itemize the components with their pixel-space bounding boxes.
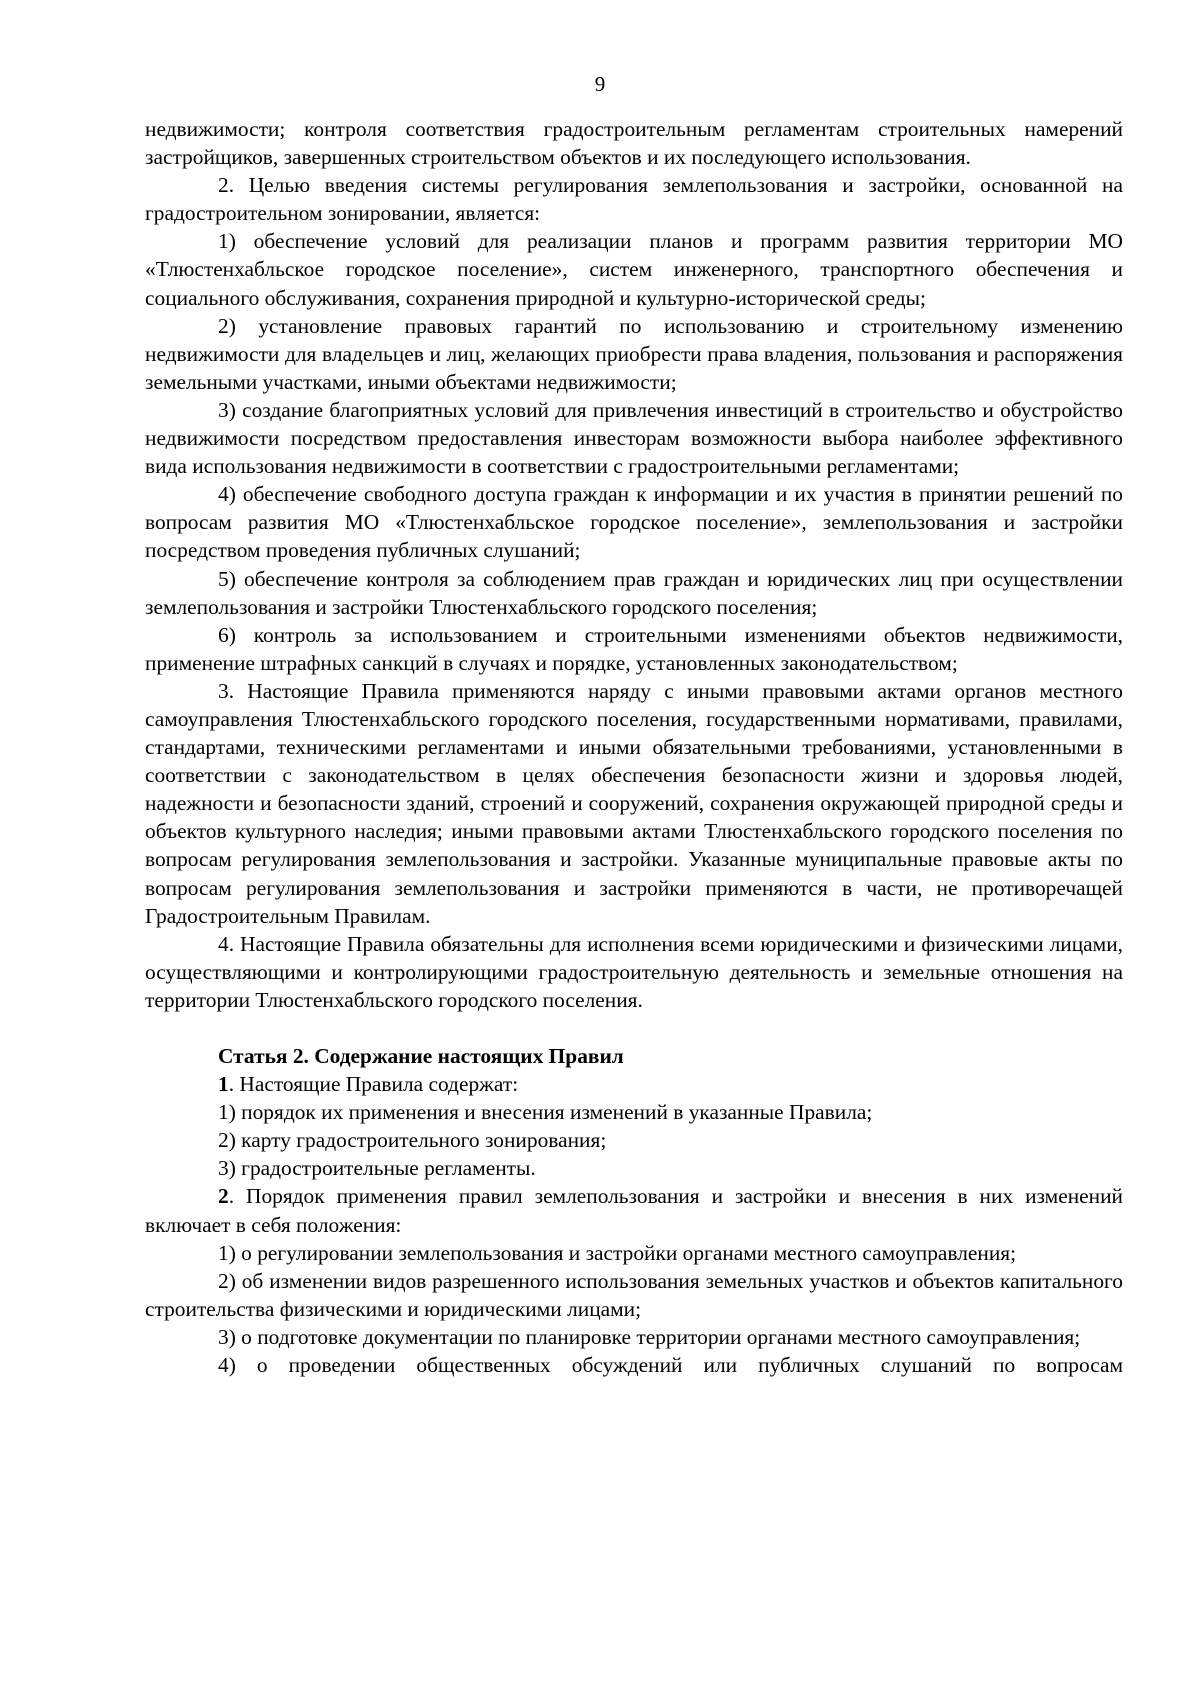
paragraph: 3. Настоящие Правила применяются наряду с иными правовыми актами органов местного самоуправления Тлюстенхабльского городского поселения, государственными нормативами, правилами, стандартами, техническими регламентами и иными обязательными требованиями, установленными в соответствии с законодательством в целях обеспечения безопасности жизни и здоровья людей, надежности и безопасности зданий, строений и сооружений, сохранения окружающей природной среды и объектов культурного наследия; иными правовыми актами Тлюстенхабльского городского поселения по вопросам регулирования землепользования и застройки. Указанные муниципальные правовые акты по вопросам регулирования землепользования и застройки применяются в части, не противоречащей Градостроительным Правилам. — [145, 678, 1123, 928]
page-number: 9 — [594, 72, 606, 96]
paragraph: 4. Настоящие Правила обязательны для исполнения всеми юридическими и физическими лицами, осуществляющими и контролирующими градостроительную деятельность и земельные отношения на территории Тлюстенхабльского городского поселения. — [145, 931, 1123, 1012]
list-item: 1) порядок их применения и внесения изменений в указанные Правила; — [218, 1100, 873, 1125]
paragraph: 2) установление правовых гарантий по использованию и строительному изменению недвижимости для владельцев и лиц, желающих приобрести права владения, пользования и распоряжения земельными участками, иными объектами недвижимости; — [145, 313, 1123, 394]
paragraph: 4) обеспечение свободного доступа граждан к информации и их участия в принятии решений по вопросам развития МО «Тлюстенхабльское городское поселение», землепользования и застройки посредством проведения публичных слушаний; — [145, 482, 1123, 563]
list-item: 3) о подготовке документации по планировке территории органами местного самоуправления; — [218, 1324, 1081, 1349]
list-item: 4) о проведении общественных обсуждений или публичных слушаний по вопросам — [218, 1353, 1123, 1378]
paragraph-text: . Настоящие Правила содержат: — [228, 1072, 519, 1097]
paragraph-number: 2 — [218, 1184, 229, 1209]
article-paragraph-2 — [145, 1182, 1123, 1238]
list-item: 2) карту градостроительного зонирования; — [218, 1128, 607, 1153]
paragraph-text: . Порядок применения правил землепользования и застройки и внесения в них изменений включает в себя положения: — [145, 1184, 1123, 1237]
paragraph: 6) контроль за использованием и строительными изменениями объектов недвижимости, применение штрафных санкций в случаях и порядке, установленных законодательством; — [145, 622, 1123, 675]
paragraph: 3) создание благоприятных условий для привлечения инвестиций в строительство и обустройство недвижимости посредством предоставления инвесторам возможности выбора наиболее эффективного вида использования недвижимости в соответствии с градостроительными регламентами; — [145, 397, 1123, 479]
list-item: 3) градостроительные регламенты. — [218, 1156, 536, 1181]
article-paragraph-1 — [145, 1070, 1123, 1098]
paragraph: 2. Целью введения системы регулирования землепользования и застройки, основанной на градостроительном зонировании, является: — [145, 173, 1123, 226]
article-heading: Статья 2. Содержание настоящих Правил — [218, 1044, 624, 1068]
paragraph: 5) обеспечение контроля за соблюдением прав граждан и юридических лиц при осуществлении землепользования и застройки Тлюстенхабльского городского поселения; — [145, 566, 1123, 619]
list-item: 2) об изменении видов разрешенного использования земельных участков и объектов капитального строительства физическими и юридическими лицами; — [145, 1268, 1123, 1321]
document-body — [145, 115, 1123, 1379]
paragraph: недвижимости; контроля соответствия градостроительным регламентам строительных намерений застройщиков, завершенных строительством объектов и их последующего использования. — [145, 117, 1123, 170]
paragraph: 1) обеспечение условий для реализации планов и программ развития территории МО «Тлюстенхабльское городское поселение», систем инженерного, транспортного обеспечения и социального обслуживания, сохранения природной и культурно-исторической среды; — [145, 229, 1123, 310]
paragraph-number: 1 — [218, 1072, 229, 1097]
list-item: 1) о регулировании землепользования и застройки органами местного самоуправления; — [218, 1240, 1017, 1265]
